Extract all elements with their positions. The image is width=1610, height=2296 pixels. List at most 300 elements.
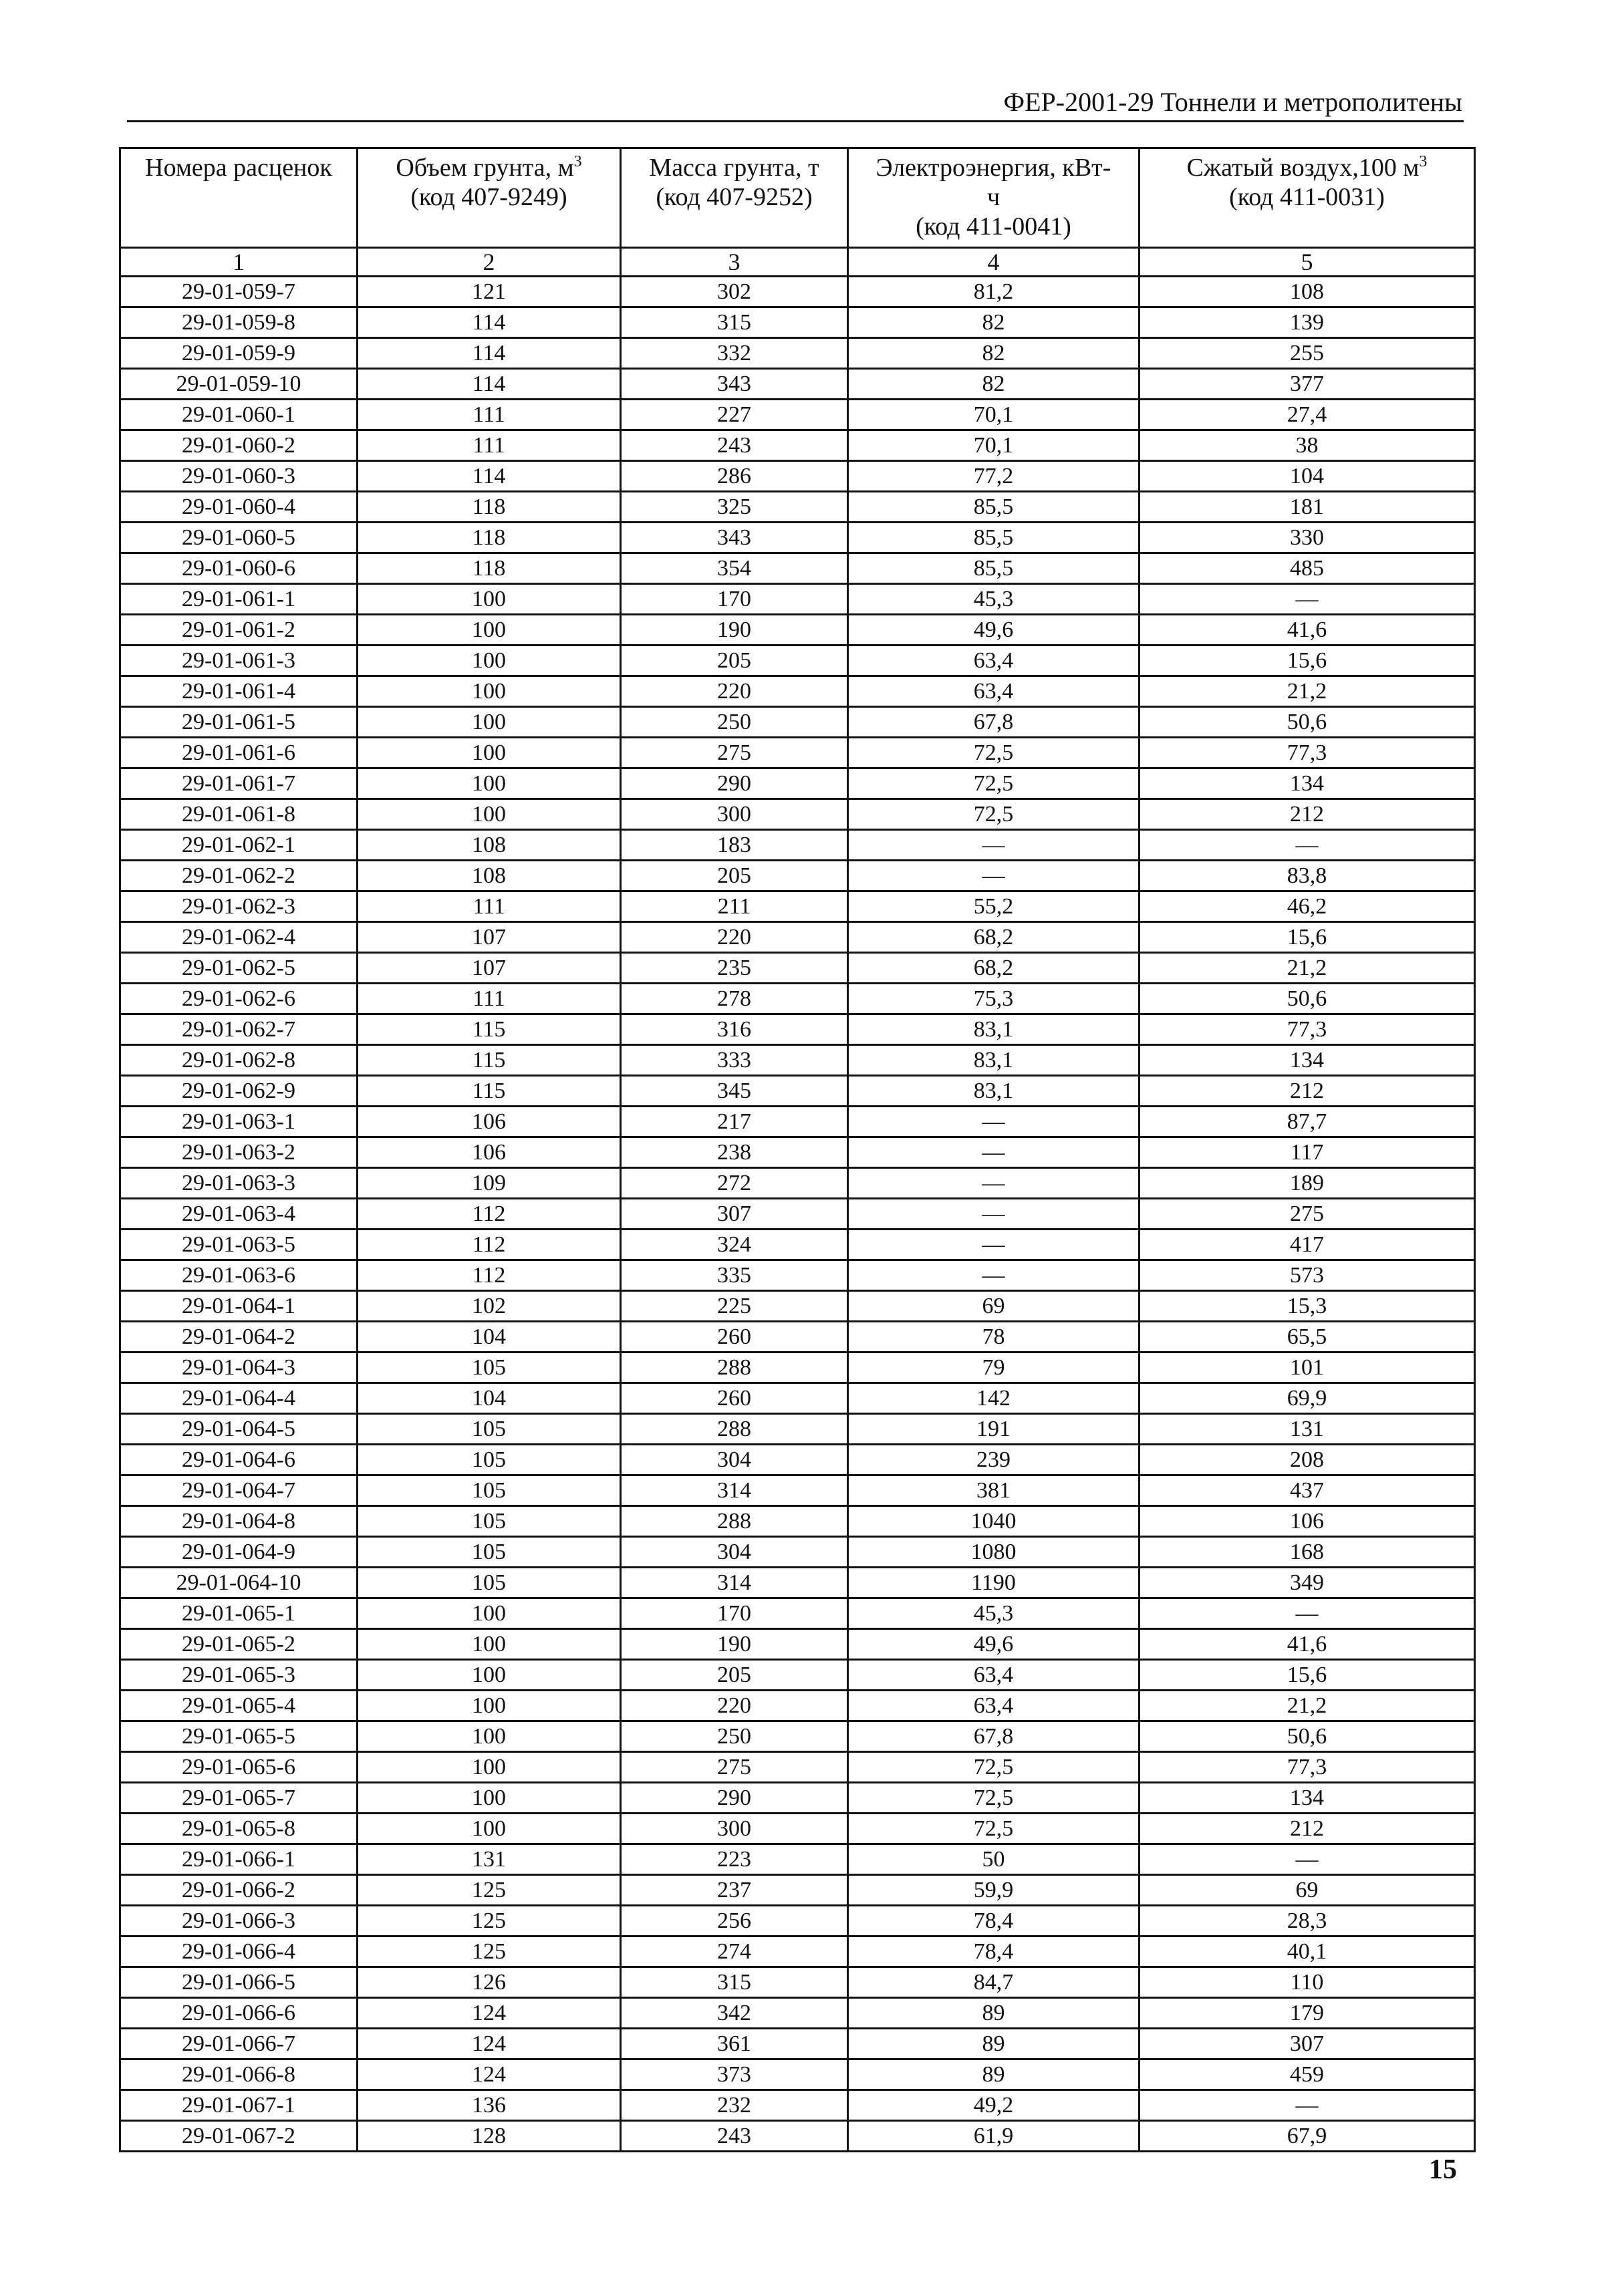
table-row — [120, 430, 1475, 461]
compressed-air-cell: 134 — [1139, 1783, 1475, 1814]
rate-code-cell: 29-01-064-6 — [120, 1445, 358, 1475]
soil-mass-cell: 205 — [621, 861, 848, 891]
soil-mass-cell: 205 — [621, 645, 848, 676]
soil-volume-cell: 121 — [358, 277, 621, 307]
rate-code-cell: 29-01-062-4 — [120, 922, 358, 953]
soil-mass-cell: 290 — [621, 1783, 848, 1814]
electricity-cell: 89 — [848, 1998, 1139, 2029]
header-electricity-label-cont: ч — [986, 183, 1000, 211]
compressed-air-cell: 77,3 — [1139, 1014, 1475, 1045]
electricity-cell: 83,1 — [848, 1045, 1139, 1076]
soil-volume-cell: 111 — [358, 891, 621, 922]
rate-code-cell: 29-01-059-7 — [120, 277, 358, 307]
soil-mass-cell: 211 — [621, 891, 848, 922]
electricity-cell: 70,1 — [848, 400, 1139, 430]
rate-code-cell: 29-01-066-1 — [120, 1844, 358, 1875]
table-row — [120, 1322, 1475, 1352]
compressed-air-cell: 50,6 — [1139, 707, 1475, 738]
table-row — [120, 1045, 1475, 1076]
table-row — [120, 1752, 1475, 1783]
soil-volume-cell: 100 — [358, 738, 621, 768]
soil-mass-cell: 225 — [621, 1291, 848, 1322]
table-row — [120, 1998, 1475, 2029]
electricity-cell: 49,2 — [848, 2090, 1139, 2121]
soil-volume-cell: 125 — [358, 1936, 621, 1967]
soil-volume-cell: 105 — [358, 1414, 621, 1445]
table-row — [120, 1137, 1475, 1168]
compressed-air-cell: 275 — [1139, 1199, 1475, 1230]
rate-code-cell: 29-01-063-3 — [120, 1168, 358, 1199]
compressed-air-cell: 117 — [1139, 1137, 1475, 1168]
rate-code-cell: 29-01-062-7 — [120, 1014, 358, 1045]
soil-mass-cell: 260 — [621, 1322, 848, 1352]
soil-mass-cell: 274 — [621, 1936, 848, 1967]
rate-code-cell: 29-01-066-7 — [120, 2029, 358, 2059]
electricity-cell: — — [848, 861, 1139, 891]
electricity-cell: 1190 — [848, 1568, 1139, 1598]
compressed-air-cell: — — [1139, 584, 1475, 615]
soil-volume-cell: 100 — [358, 1814, 621, 1844]
rate-code-cell: 29-01-064-9 — [120, 1537, 358, 1568]
rate-code-cell: 29-01-061-5 — [120, 707, 358, 738]
soil-mass-cell: 314 — [621, 1475, 848, 1506]
soil-volume-cell: 100 — [358, 799, 621, 830]
table-row — [120, 1906, 1475, 1936]
rate-code-cell: 29-01-065-4 — [120, 1691, 358, 1721]
electricity-cell: 59,9 — [848, 1875, 1139, 1906]
electricity-cell: — — [848, 1168, 1139, 1199]
electricity-cell: 72,5 — [848, 768, 1139, 799]
electricity-cell: 49,6 — [848, 615, 1139, 645]
soil-mass-cell: 304 — [621, 1537, 848, 1568]
table-row — [120, 492, 1475, 523]
rate-code-cell: 29-01-067-2 — [120, 2121, 358, 2152]
soil-mass-cell: 275 — [621, 738, 848, 768]
electricity-cell: 70,1 — [848, 430, 1139, 461]
compressed-air-cell: 40,1 — [1139, 1936, 1475, 1967]
table-row — [120, 984, 1475, 1014]
soil-mass-cell: 316 — [621, 1014, 848, 1045]
soil-mass-cell: 373 — [621, 2059, 848, 2090]
compressed-air-cell: 181 — [1139, 492, 1475, 523]
header-electricity — [848, 148, 1139, 248]
compressed-air-cell: 77,3 — [1139, 738, 1475, 768]
soil-volume-cell: 124 — [358, 1998, 621, 2029]
rate-code-cell: 29-01-062-9 — [120, 1076, 358, 1107]
electricity-cell: — — [848, 1260, 1139, 1291]
table-row — [120, 1076, 1475, 1107]
table-row — [120, 1414, 1475, 1445]
soil-mass-cell: 345 — [621, 1076, 848, 1107]
rate-code-cell: 29-01-063-1 — [120, 1107, 358, 1137]
rate-code-cell: 29-01-063-4 — [120, 1199, 358, 1230]
soil-mass-cell: 278 — [621, 984, 848, 1014]
soil-mass-cell: 220 — [621, 1691, 848, 1721]
compressed-air-cell: — — [1139, 1598, 1475, 1629]
electricity-cell: 239 — [848, 1445, 1139, 1475]
soil-volume-cell: 100 — [358, 768, 621, 799]
table-row — [120, 277, 1475, 307]
compressed-air-cell: 104 — [1139, 461, 1475, 492]
table-row — [120, 1230, 1475, 1260]
table-row — [120, 861, 1475, 891]
soil-mass-cell: 315 — [621, 307, 848, 338]
compressed-air-cell: 437 — [1139, 1475, 1475, 1506]
soil-mass-cell: 300 — [621, 1814, 848, 1844]
electricity-cell: 50 — [848, 1844, 1139, 1875]
header-compressed-air-label: Сжатый воздух,100 м — [1186, 154, 1420, 182]
compressed-air-cell: 417 — [1139, 1230, 1475, 1260]
soil-mass-cell: 300 — [621, 799, 848, 830]
compressed-air-cell: 50,6 — [1139, 1721, 1475, 1752]
rate-code-cell: 29-01-062-8 — [120, 1045, 358, 1076]
table-row — [120, 1537, 1475, 1568]
rate-code-cell: 29-01-061-4 — [120, 676, 358, 707]
soil-volume-cell: 105 — [358, 1568, 621, 1598]
table-row — [120, 369, 1475, 400]
compressed-air-cell: — — [1139, 2090, 1475, 2121]
table-row — [120, 307, 1475, 338]
header-compressed-air — [1139, 148, 1475, 248]
compressed-air-cell: 139 — [1139, 307, 1475, 338]
electricity-cell: 85,5 — [848, 492, 1139, 523]
column-number: 4 — [848, 248, 1139, 277]
electricity-cell: 82 — [848, 338, 1139, 369]
soil-volume-cell: 112 — [358, 1199, 621, 1230]
table-row — [120, 645, 1475, 676]
soil-mass-cell: 342 — [621, 1998, 848, 2029]
electricity-cell: 84,7 — [848, 1967, 1139, 1998]
rate-code-cell: 29-01-059-8 — [120, 307, 358, 338]
electricity-cell: — — [848, 1137, 1139, 1168]
soil-volume-cell: 105 — [358, 1445, 621, 1475]
compressed-air-cell: 307 — [1139, 2029, 1475, 2059]
soil-volume-cell: 100 — [358, 676, 621, 707]
table-row — [120, 1598, 1475, 1629]
compressed-air-cell: 485 — [1139, 553, 1475, 584]
table-row — [120, 799, 1475, 830]
compressed-air-cell: 377 — [1139, 369, 1475, 400]
compressed-air-cell: 208 — [1139, 1445, 1475, 1475]
table-row — [120, 1721, 1475, 1752]
compressed-air-cell: 21,2 — [1139, 1691, 1475, 1721]
rate-code-cell: 29-01-065-2 — [120, 1629, 358, 1660]
rate-code-cell: 29-01-059-10 — [120, 369, 358, 400]
electricity-cell: 55,2 — [848, 891, 1139, 922]
soil-volume-cell: 100 — [358, 645, 621, 676]
table-row — [120, 2059, 1475, 2090]
electricity-cell: 63,4 — [848, 676, 1139, 707]
compressed-air-cell: 101 — [1139, 1352, 1475, 1383]
rate-code-cell: 29-01-061-8 — [120, 799, 358, 830]
soil-mass-cell: 243 — [621, 2121, 848, 2152]
compressed-air-cell: 573 — [1139, 1260, 1475, 1291]
table-row — [120, 1814, 1475, 1844]
rate-code-cell: 29-01-064-3 — [120, 1352, 358, 1383]
electricity-cell: 89 — [848, 2029, 1139, 2059]
soil-volume-cell: 100 — [358, 1691, 621, 1721]
rate-code-cell: 29-01-061-7 — [120, 768, 358, 799]
table-row — [120, 523, 1475, 553]
soil-volume-cell: 118 — [358, 523, 621, 553]
soil-volume-cell: 105 — [358, 1506, 621, 1537]
compressed-air-cell: 189 — [1139, 1168, 1475, 1199]
soil-mass-cell: 183 — [621, 830, 848, 861]
electricity-cell: 68,2 — [848, 953, 1139, 984]
soil-mass-cell: 315 — [621, 1967, 848, 1998]
electricity-cell: 72,5 — [848, 799, 1139, 830]
soil-volume-cell: 128 — [358, 2121, 621, 2152]
table-row — [120, 1568, 1475, 1598]
header-soil-volume-label: Объем грунта, м — [396, 154, 574, 182]
rate-code-cell: 29-01-060-5 — [120, 523, 358, 553]
table-row — [120, 1199, 1475, 1230]
soil-mass-cell: 325 — [621, 492, 848, 523]
soil-volume-cell: 105 — [358, 1537, 621, 1568]
compressed-air-cell: 330 — [1139, 523, 1475, 553]
compressed-air-cell: 21,2 — [1139, 676, 1475, 707]
header-rate-numbers-label: Номера расценок — [145, 154, 332, 182]
soil-volume-cell: 111 — [358, 400, 621, 430]
soil-mass-cell: 237 — [621, 1875, 848, 1906]
compressed-air-cell: 108 — [1139, 277, 1475, 307]
soil-mass-cell: 223 — [621, 1844, 848, 1875]
table-row — [120, 1660, 1475, 1691]
table-row — [120, 400, 1475, 430]
soil-volume-cell: 100 — [358, 1783, 621, 1814]
soil-mass-cell: 288 — [621, 1352, 848, 1383]
soil-volume-cell: 114 — [358, 369, 621, 400]
electricity-cell: 67,8 — [848, 707, 1139, 738]
soil-mass-cell: 272 — [621, 1168, 848, 1199]
rate-code-cell: 29-01-063-2 — [120, 1137, 358, 1168]
rate-code-cell: 29-01-067-1 — [120, 2090, 358, 2121]
soil-volume-cell: 115 — [358, 1076, 621, 1107]
compressed-air-cell: 87,7 — [1139, 1107, 1475, 1137]
compressed-air-cell: 15,6 — [1139, 1660, 1475, 1691]
soil-mass-cell: 314 — [621, 1568, 848, 1598]
compressed-air-cell: 50,6 — [1139, 984, 1475, 1014]
table-row — [120, 891, 1475, 922]
soil-mass-cell: 275 — [621, 1752, 848, 1783]
compressed-air-cell: — — [1139, 830, 1475, 861]
electricity-cell: — — [848, 1199, 1139, 1230]
soil-mass-cell: 220 — [621, 676, 848, 707]
soil-volume-cell: 125 — [358, 1906, 621, 1936]
rate-code-cell: 29-01-066-2 — [120, 1875, 358, 1906]
compressed-air-cell: 21,2 — [1139, 953, 1475, 984]
soil-mass-cell: 243 — [621, 430, 848, 461]
rate-code-cell: 29-01-060-4 — [120, 492, 358, 523]
compressed-air-cell: 69,9 — [1139, 1383, 1475, 1414]
rate-code-cell: 29-01-062-2 — [120, 861, 358, 891]
soil-mass-cell: 250 — [621, 707, 848, 738]
electricity-cell: 49,6 — [848, 1629, 1139, 1660]
electricity-cell: 85,5 — [848, 523, 1139, 553]
compressed-air-cell: 15,6 — [1139, 645, 1475, 676]
rate-code-cell: 29-01-065-5 — [120, 1721, 358, 1752]
electricity-cell: 63,4 — [848, 1691, 1139, 1721]
soil-volume-cell: 136 — [358, 2090, 621, 2121]
header-electricity-label: Электроэнергия, кВт- — [876, 154, 1111, 182]
soil-volume-cell: 102 — [358, 1291, 621, 1322]
electricity-cell: 83,1 — [848, 1014, 1139, 1045]
column-number: 1 — [120, 248, 358, 277]
compressed-air-cell: 168 — [1139, 1537, 1475, 1568]
table-row — [120, 1168, 1475, 1199]
electricity-cell: — — [848, 830, 1139, 861]
electricity-cell: 75,3 — [848, 984, 1139, 1014]
rate-code-cell: 29-01-066-3 — [120, 1906, 358, 1936]
soil-mass-cell: 256 — [621, 1906, 848, 1936]
rate-code-cell: 29-01-061-6 — [120, 738, 358, 768]
header-soil-mass — [621, 148, 848, 248]
rate-code-cell: 29-01-065-6 — [120, 1752, 358, 1783]
rate-code-cell: 29-01-064-7 — [120, 1475, 358, 1506]
compressed-air-cell: 38 — [1139, 430, 1475, 461]
electricity-cell: 81,2 — [848, 277, 1139, 307]
header-electricity-code: (код 411-0041) — [916, 212, 1071, 241]
soil-volume-cell: 115 — [358, 1045, 621, 1076]
soil-volume-cell: 105 — [358, 1475, 621, 1506]
table-row — [120, 1936, 1475, 1967]
table-row — [120, 553, 1475, 584]
compressed-air-cell: 83,8 — [1139, 861, 1475, 891]
table-row — [120, 1967, 1475, 1998]
compressed-air-cell: 15,3 — [1139, 1291, 1475, 1322]
electricity-cell: 82 — [848, 307, 1139, 338]
soil-volume-cell: 111 — [358, 984, 621, 1014]
soil-mass-cell: 288 — [621, 1506, 848, 1537]
table-row — [120, 676, 1475, 707]
electricity-cell: 82 — [848, 369, 1139, 400]
soil-mass-cell: 333 — [621, 1045, 848, 1076]
table-row — [120, 1383, 1475, 1414]
soil-mass-cell: 232 — [621, 2090, 848, 2121]
header-rule — [127, 120, 1464, 122]
soil-volume-cell: 115 — [358, 1014, 621, 1045]
header-soil-volume — [358, 148, 621, 248]
soil-volume-cell: 112 — [358, 1260, 621, 1291]
rate-code-cell: 29-01-064-4 — [120, 1383, 358, 1414]
header-soil-volume-code: (код 407-9249) — [410, 183, 567, 211]
table-row — [120, 1783, 1475, 1814]
compressed-air-cell: 179 — [1139, 1998, 1475, 2029]
table-row — [120, 584, 1475, 615]
soil-mass-cell: 190 — [621, 1629, 848, 1660]
soil-mass-cell: 288 — [621, 1414, 848, 1445]
soil-volume-cell: 105 — [358, 1352, 621, 1383]
electricity-cell: 1040 — [848, 1506, 1139, 1537]
table-row — [120, 2090, 1475, 2121]
soil-volume-cell: 111 — [358, 430, 621, 461]
table-row — [120, 1291, 1475, 1322]
rate-code-cell: 29-01-066-4 — [120, 1936, 358, 1967]
electricity-cell: 61,9 — [848, 2121, 1139, 2152]
rate-code-cell: 29-01-064-2 — [120, 1322, 358, 1352]
rate-code-cell: 29-01-062-5 — [120, 953, 358, 984]
compressed-air-cell: — — [1139, 1844, 1475, 1875]
electricity-cell: 78,4 — [848, 1936, 1139, 1967]
table-row — [120, 707, 1475, 738]
soil-mass-cell: 361 — [621, 2029, 848, 2059]
compressed-air-cell: 459 — [1139, 2059, 1475, 2090]
rate-code-cell: 29-01-063-6 — [120, 1260, 358, 1291]
table-row — [120, 1475, 1475, 1506]
soil-volume-cell: 118 — [358, 553, 621, 584]
rate-code-cell: 29-01-062-3 — [120, 891, 358, 922]
compressed-air-cell: 65,5 — [1139, 1322, 1475, 1352]
rate-code-cell: 29-01-061-2 — [120, 615, 358, 645]
compressed-air-cell: 255 — [1139, 338, 1475, 369]
electricity-cell: 63,4 — [848, 1660, 1139, 1691]
table-row — [120, 1629, 1475, 1660]
soil-volume-cell: 118 — [358, 492, 621, 523]
rate-code-cell: 29-01-064-10 — [120, 1568, 358, 1598]
soil-mass-cell: 307 — [621, 1199, 848, 1230]
electricity-cell: 72,5 — [848, 1752, 1139, 1783]
compressed-air-cell: 212 — [1139, 1076, 1475, 1107]
soil-mass-cell: 170 — [621, 584, 848, 615]
rate-code-cell: 29-01-065-3 — [120, 1660, 358, 1691]
rate-code-cell: 29-01-066-5 — [120, 1967, 358, 1998]
table-row — [120, 1844, 1475, 1875]
soil-mass-cell: 354 — [621, 553, 848, 584]
soil-volume-cell: 107 — [358, 953, 621, 984]
electricity-cell: — — [848, 1230, 1139, 1260]
soil-volume-cell: 100 — [358, 1598, 621, 1629]
soil-volume-cell: 124 — [358, 2029, 621, 2059]
soil-volume-cell: 100 — [358, 1660, 621, 1691]
rate-code-cell: 29-01-064-8 — [120, 1506, 358, 1537]
table-row — [120, 1445, 1475, 1475]
soil-volume-cell: 124 — [358, 2059, 621, 2090]
rate-code-cell: 29-01-063-5 — [120, 1230, 358, 1260]
compressed-air-cell: 212 — [1139, 1814, 1475, 1844]
header-soil-volume-sup: 3 — [573, 153, 582, 170]
table-row — [120, 461, 1475, 492]
electricity-cell: 142 — [848, 1383, 1139, 1414]
table-row — [120, 1014, 1475, 1045]
column-number: 3 — [621, 248, 848, 277]
table-row — [120, 1875, 1475, 1906]
rate-code-cell: 29-01-065-8 — [120, 1814, 358, 1844]
rate-code-cell: 29-01-062-1 — [120, 830, 358, 861]
table-row — [120, 953, 1475, 984]
soil-volume-cell: 104 — [358, 1383, 621, 1414]
soil-mass-cell: 343 — [621, 523, 848, 553]
rate-code-cell: 29-01-066-6 — [120, 1998, 358, 2029]
soil-volume-cell: 104 — [358, 1322, 621, 1352]
soil-mass-cell: 205 — [621, 1660, 848, 1691]
soil-volume-cell: 108 — [358, 861, 621, 891]
soil-volume-cell: 109 — [358, 1168, 621, 1199]
rate-code-cell: 29-01-066-8 — [120, 2059, 358, 2090]
compressed-air-cell: 28,3 — [1139, 1906, 1475, 1936]
electricity-cell: 67,8 — [848, 1721, 1139, 1752]
rate-code-cell: 29-01-059-9 — [120, 338, 358, 369]
electricity-cell: 68,2 — [848, 922, 1139, 953]
table-row — [120, 338, 1475, 369]
soil-volume-cell: 100 — [358, 584, 621, 615]
soil-volume-cell: 112 — [358, 1230, 621, 1260]
table-body — [120, 277, 1475, 2152]
electricity-cell: 77,2 — [848, 461, 1139, 492]
electricity-cell: 69 — [848, 1291, 1139, 1322]
compressed-air-cell: 134 — [1139, 768, 1475, 799]
compressed-air-cell: 349 — [1139, 1568, 1475, 1598]
soil-volume-cell: 106 — [358, 1107, 621, 1137]
